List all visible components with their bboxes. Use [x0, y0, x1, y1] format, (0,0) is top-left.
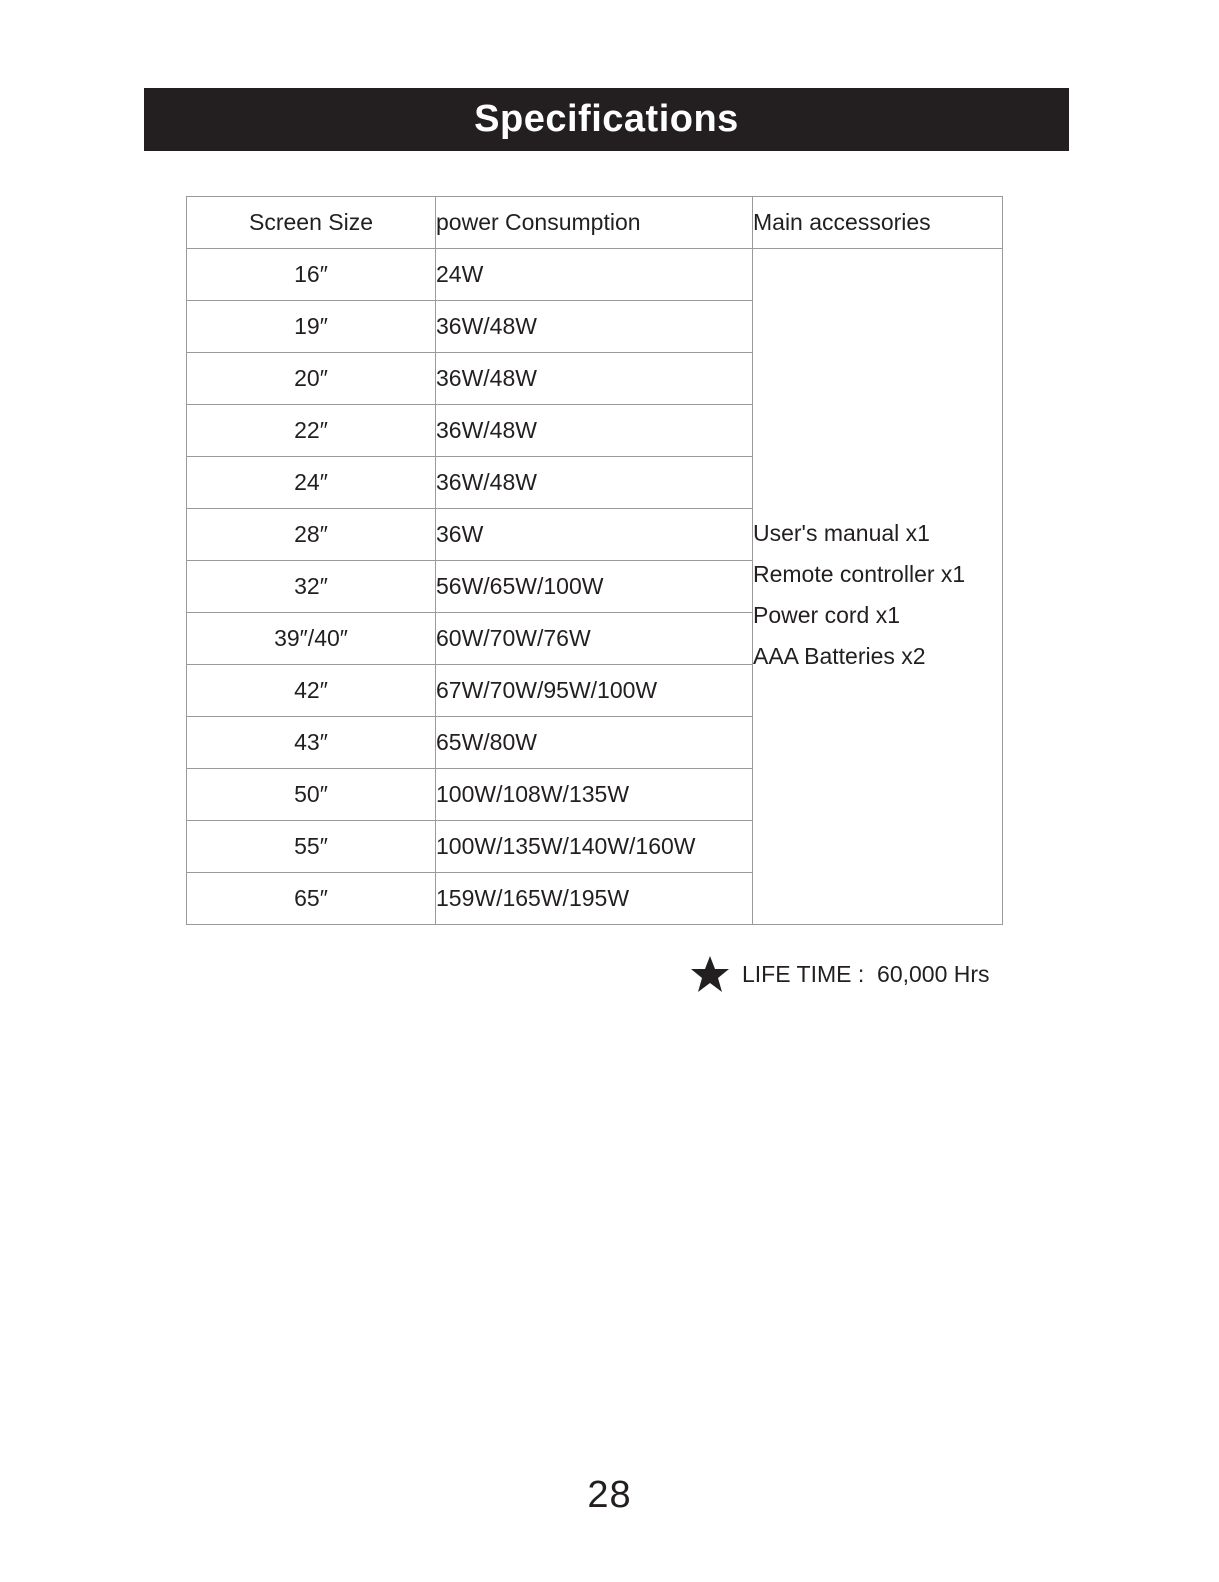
star-icon	[690, 954, 730, 994]
power-consumption-cell: 60W/70W/76W	[436, 613, 753, 665]
power-consumption-cell: 36W/48W	[436, 457, 753, 509]
screen-size-cell: 50″	[187, 769, 436, 821]
column-header-power-consumption: power Consumption	[436, 197, 753, 249]
screen-size-cell: 55″	[187, 821, 436, 873]
power-consumption-cell: 36W/48W	[436, 405, 753, 457]
accessories-list	[753, 513, 1002, 677]
lifetime-note	[690, 954, 990, 994]
table-header-row	[187, 197, 1003, 249]
page-title: Specifications	[474, 98, 739, 140]
power-consumption-cell: 56W/65W/100W	[436, 561, 753, 613]
screen-size-cell: 19″	[187, 301, 436, 353]
screen-size-cell: 22″	[187, 405, 436, 457]
power-consumption-cell: 24W	[436, 249, 753, 301]
power-consumption-cell: 36W/48W	[436, 353, 753, 405]
screen-size-cell: 43″	[187, 717, 436, 769]
power-consumption-cell: 100W/135W/140W/160W	[436, 821, 753, 873]
specifications-table	[186, 196, 1003, 925]
screen-size-cell: 20″	[187, 353, 436, 405]
accessory-item: Remote controller x1	[753, 560, 966, 587]
screen-size-cell: 28″	[187, 509, 436, 561]
screen-size-cell: 16″	[187, 249, 436, 301]
column-header-screen-size: Screen Size	[187, 197, 436, 249]
lifetime-text: LIFE TIME : 60,000 Hrs	[742, 960, 990, 987]
page-number: 28	[587, 1474, 632, 1516]
title-bar	[144, 88, 1069, 151]
accessory-item: AAA Batteries x2	[753, 642, 926, 669]
power-consumption-cell: 65W/80W	[436, 717, 753, 769]
accessory-item: User's manual x1	[753, 519, 930, 546]
screen-size-cell: 39″/40″	[187, 613, 436, 665]
accessories-cell	[753, 249, 1003, 925]
accessory-item: Power cord x1	[753, 601, 901, 628]
screen-size-cell: 42″	[187, 665, 436, 717]
screen-size-cell: 32″	[187, 561, 436, 613]
screen-size-cell: 24″	[187, 457, 436, 509]
power-consumption-cell: 159W/165W/195W	[436, 873, 753, 925]
screen-size-cell: 65″	[187, 873, 436, 925]
column-header-main-accessories: Main accessories	[753, 197, 1003, 249]
power-consumption-cell: 36W	[436, 509, 753, 561]
power-consumption-cell: 67W/70W/95W/100W	[436, 665, 753, 717]
table-row	[187, 249, 1003, 301]
power-consumption-cell: 100W/108W/135W	[436, 769, 753, 821]
power-consumption-cell: 36W/48W	[436, 301, 753, 353]
